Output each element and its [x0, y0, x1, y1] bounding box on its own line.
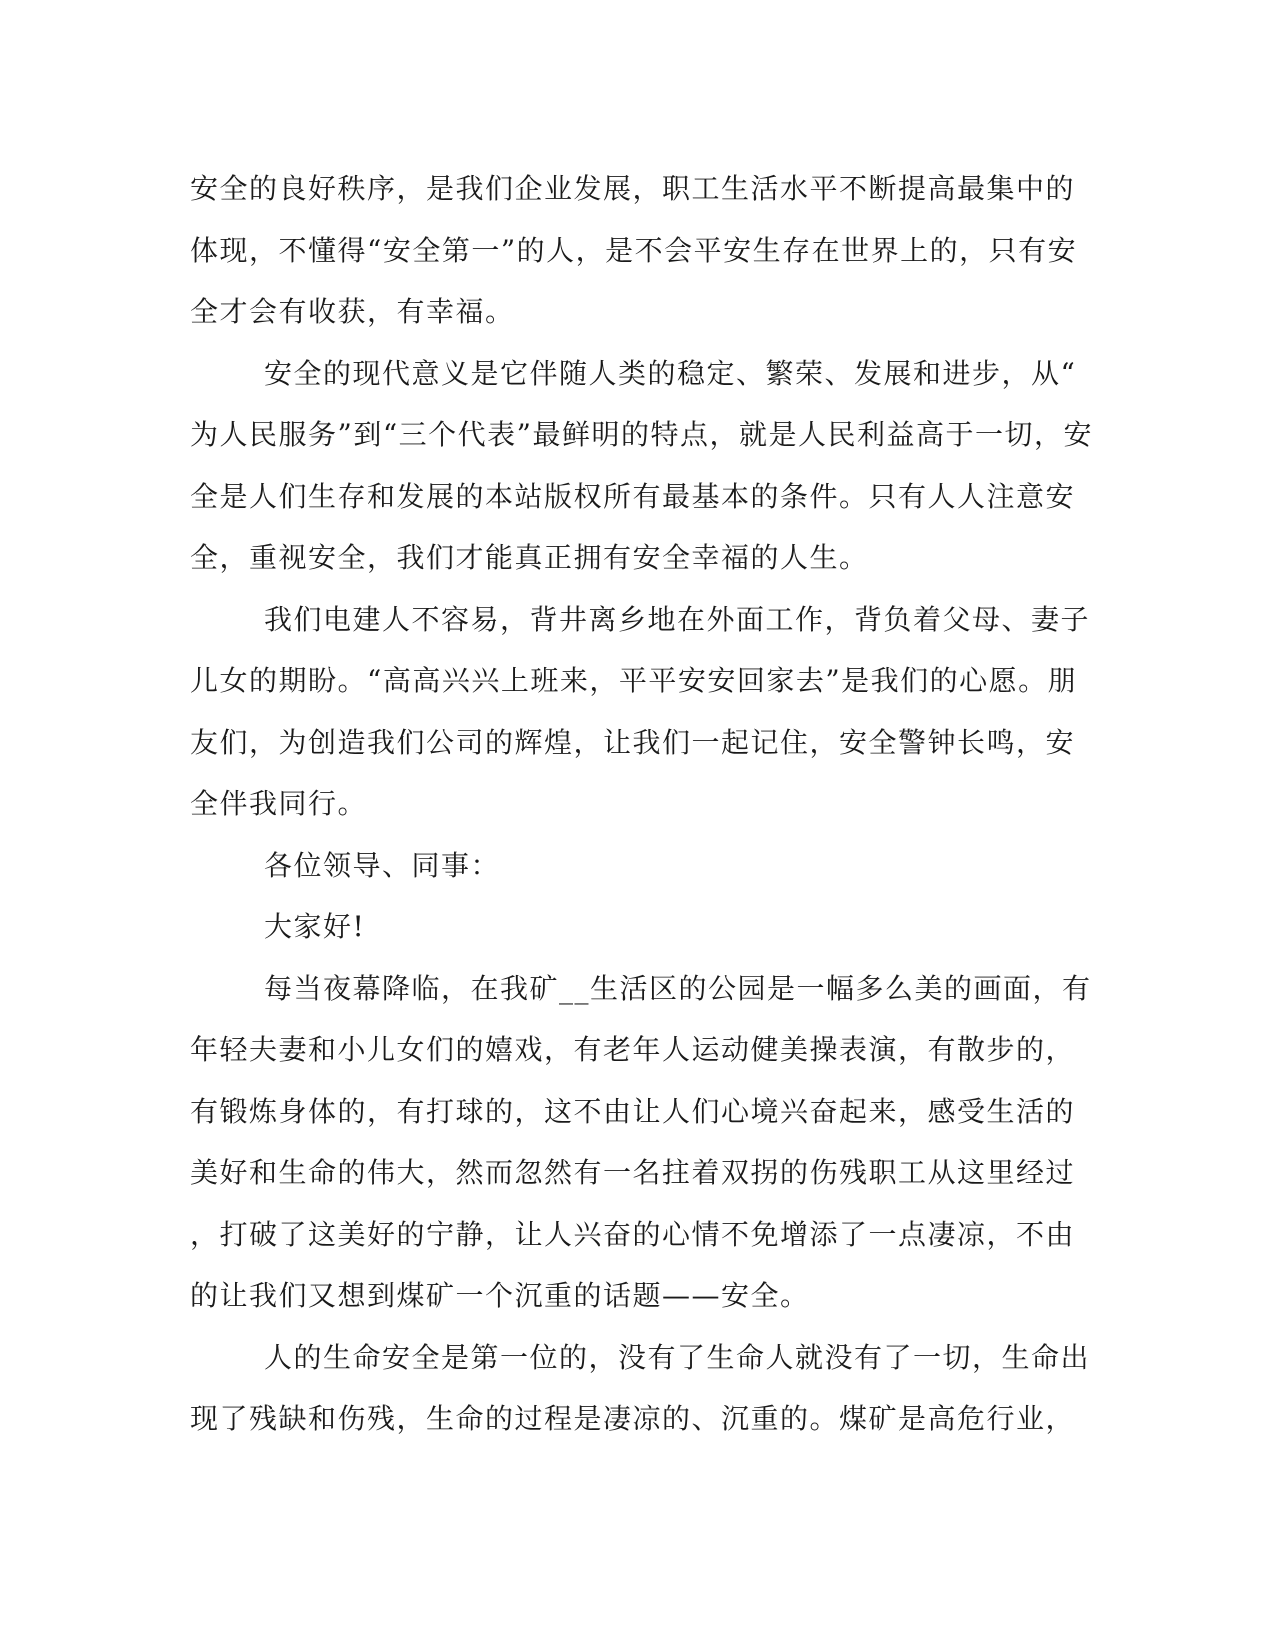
greeting: 大家好! [264, 910, 366, 943]
paragraph-first-line: 每当夜幕降临，在我矿__生活区的公园是一幅多么美的画面，有 [264, 971, 1092, 1005]
text-line: 为人民服务”到“三个代表”最鲜明的特点，就是人民利益高于一切，安 [190, 418, 1093, 451]
salutation: 各位领导、同事： [264, 848, 501, 882]
text-line: 全，重视安全，我们才能真正拥有安全幸福的人生。 [190, 541, 869, 574]
document-body [190, 158, 1093, 1450]
text-line: 全是人们生存和发展的本站版权所有最基本的条件。只有人人注意安 [190, 479, 1076, 513]
text-line: 安全的良好秩序，是我们企业发展，职工生活水平不断提高最集中的 [190, 172, 1076, 205]
text-line: ，打破了这美好的宁静，让人兴奋的心情不免增添了一点凄凉，不由 [190, 1217, 1076, 1251]
text-line: 有锻炼身体的，有打球的，这不由让人们心境兴奋起来，感受生活的 [190, 1094, 1076, 1128]
text-line: 现了残缺和伤残，生命的过程是凄凉的、沉重的。煤矿是高危行业， [190, 1402, 1076, 1435]
text-line: 年轻夫妻和小儿女们的嬉戏，有老年人运动健美操表演，有散步的， [190, 1033, 1076, 1066]
text-line: 友们，为创造我们公司的辉煌，让我们一起记住，安全警钟长鸣，安 [190, 725, 1076, 759]
text-line: 美好和生命的伟大，然而忽然有一名拄着双拐的伤残职工从这里经过 [190, 1156, 1076, 1189]
text-line: 体现，不懂得“安全第一”的人，是不会平安生存在世界上的，只有安 [190, 233, 1078, 267]
text-line: 全伴我同行。 [190, 787, 368, 820]
text-line: 全才会有收获，有幸福。 [190, 295, 515, 328]
paragraph-first-line: 安全的现代意义是它伴随人类的稳定、繁荣、发展和进步，从“ [264, 356, 1077, 390]
paragraph-first-line: 我们电建人不容易，背井离乡地在外面工作，背负着父母、妻子 [264, 602, 1091, 636]
text-line: 儿女的期盼。“高高兴兴上班来，平平安安回家去”是我们的心愿。朋 [190, 664, 1078, 697]
paragraph-first-line: 人的生命安全是第一位的，没有了生命人就没有了一切，生命出 [264, 1340, 1091, 1374]
text-line: 的让我们又想到煤矿一个沉重的话题——安全。 [190, 1279, 810, 1312]
